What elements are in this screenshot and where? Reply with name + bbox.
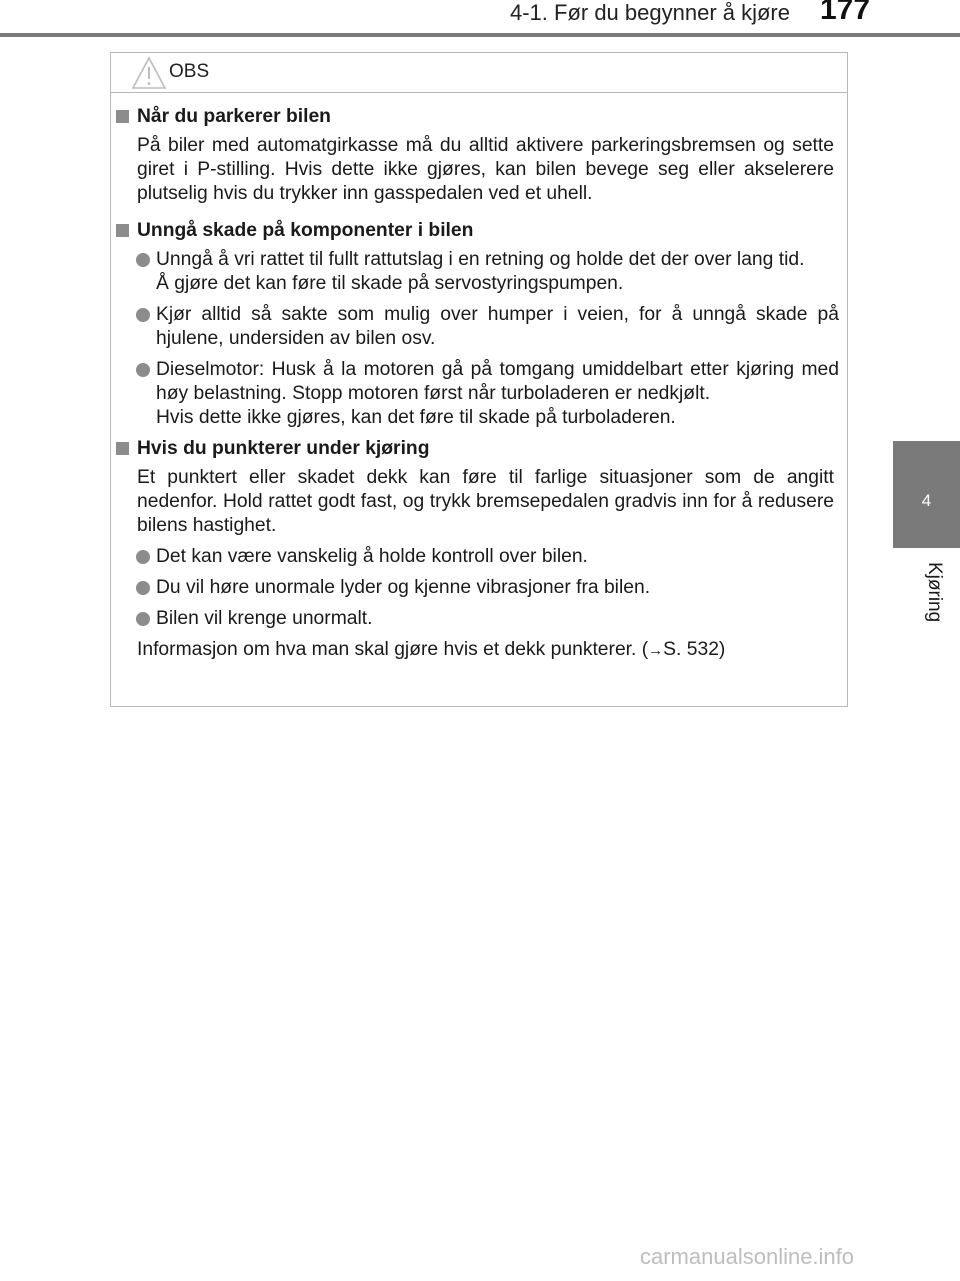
round-bullet-icon [136, 581, 150, 595]
round-bullet-icon [136, 308, 150, 322]
chapter-heading: 4-1. Før du begynner å kjøre [509, 0, 790, 25]
notice-box [110, 52, 848, 707]
square-bullet-icon [116, 442, 129, 455]
list-item [156, 576, 839, 600]
watermark: carmanualsonline.info [640, 1244, 855, 1269]
round-bullet-icon [136, 253, 150, 267]
round-bullet-icon [136, 363, 150, 377]
chapter-tab-number: 4 [921, 491, 932, 510]
section-title-components [111, 219, 847, 243]
section-title-text: Unngå skade på komponenter i bilen [137, 220, 474, 241]
section-paragraph: Et punktert eller skadet dekk kan føre til farlige situasjoner som de angitt nedenfor. Hold rattet godt fast, og trykk bremsepedalen gradvis inn for å redusere bilens hastighet. [137, 467, 834, 536]
notice-content [111, 105, 847, 670]
section-title-puncture [111, 437, 847, 461]
section-paragraph: På biler med automatgirkasse må du alltid aktivere parkeringsbremsen og sette giret i P-stilling. Hvis dette ikke gjøres, kan bilen bevege seg eller akselerere plutselig hvis du trykker inn gasspedalen ved et uhell. [137, 135, 834, 204]
page-number: 177 [819, 0, 871, 26]
list-item-text: Unngå å vri rattet til fullt rattutslag i en retning og holde det der over lang tid. [156, 249, 805, 270]
list-item-text: Du vil høre unormale lyder og kjenne vibrasjoner fra bilen. [156, 577, 651, 598]
round-bullet-icon [136, 612, 150, 626]
list-item-text: Dieselmotor: Husk å la motoren gå på tomgang umiddelbart etter kjøring med høy belastning. Stopp motoren først når turboladeren er nedkjølt. [156, 359, 839, 404]
reference-link[interactable]: S. 532) [663, 639, 726, 660]
list-item-text: Kjør alltid så sakte som mulig over humper i veien, for å unngå skade på hjulene, undersiden av bilen osv. [156, 304, 839, 349]
section-title-parking [111, 105, 847, 129]
list-item [156, 303, 839, 351]
section-title-text: Hvis du punkterer under kjøring [137, 438, 430, 459]
notice-header [111, 53, 847, 93]
warning-triangle-icon [131, 56, 167, 90]
chapter-tab-label: Kjøring [924, 562, 945, 623]
square-bullet-icon [116, 110, 129, 123]
list-item-text: Det kan være vanskelig å holde kontroll over bilen. [156, 546, 588, 567]
list-item-text: Bilen vil krenge unormalt. [156, 608, 373, 629]
section-title-text: Når du parkerer bilen [137, 106, 331, 127]
reference-text: Informasjon om hva man skal gjøre hvis et dekk punkterer. ( [137, 639, 649, 660]
list-item [156, 358, 839, 430]
arrow-right-icon: → [648, 642, 664, 659]
chapter-tab[interactable] [893, 441, 960, 548]
header-divider [0, 33, 960, 37]
list-item-text-continued: Å gjøre det kan føre til skade på servostyringspumpen. [156, 273, 624, 294]
page-reference [137, 638, 834, 663]
round-bullet-icon [136, 550, 150, 564]
list-item [156, 607, 839, 631]
square-bullet-icon [116, 224, 129, 237]
list-item [156, 248, 839, 296]
list-item [156, 545, 839, 569]
notice-label: OBS [169, 61, 210, 82]
list-item-text-continued: Hvis dette ikke gjøres, kan det føre til skade på turboladeren. [156, 407, 676, 428]
